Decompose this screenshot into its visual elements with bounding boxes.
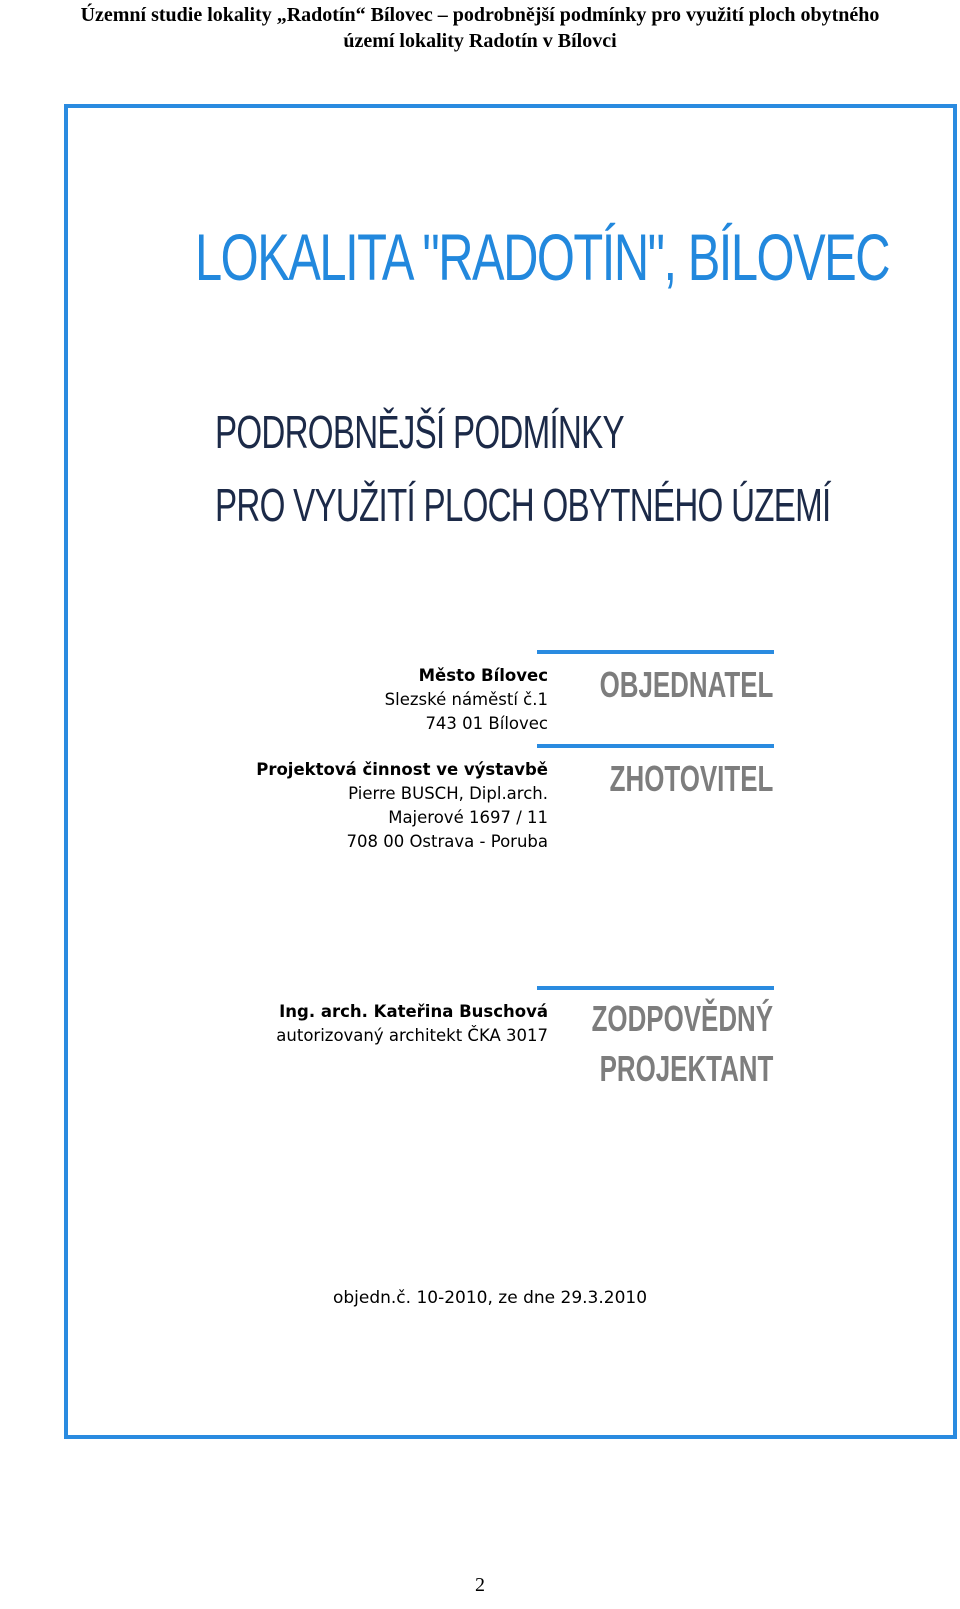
- designer-name: Ing. arch. Kateřina Buschová: [279, 1002, 548, 1021]
- client-role-label: OBJEDNATEL: [599, 664, 773, 705]
- header-line-2: území lokality Radotín v Bílovci: [343, 30, 617, 52]
- designer-qualification: autorizovaný architekt ČKA 3017: [276, 1026, 548, 1045]
- contractor-block: [256, 758, 548, 854]
- contractor-person: Pierre BUSCH, Dipl.arch.: [348, 784, 548, 803]
- cover-subtitle-line-2: PRO VYUŽITÍ PLOCH OBYTNÉHO ÚZEMÍ: [215, 479, 831, 531]
- client-city: 743 01 Bílovec: [425, 714, 548, 733]
- client-street: Slezské náměstí č.1: [384, 690, 548, 709]
- designer-block: [276, 1000, 548, 1048]
- contractor-rule: [537, 744, 774, 748]
- document-header: [0, 2, 960, 54]
- contractor-street: Majerové 1697 / 11: [388, 808, 548, 827]
- designer-role-label-line-1: ZODPOVĚDNÝ: [591, 998, 773, 1039]
- contractor-company: Projektová činnost ve výstavbě: [256, 760, 548, 779]
- client-name: Město Bílovec: [418, 666, 548, 685]
- cover-subtitle-line-1: PODROBNĚJŠÍ PODMÍNKY: [215, 406, 624, 458]
- header-line-1: Územní studie lokality „Radotín“ Bílovec – podrobnější podmínky pro využití ploch obytného: [80, 4, 880, 26]
- client-block: [385, 664, 548, 736]
- designer-rule: [537, 986, 774, 990]
- designer-role-label-line-2: PROJEKTANT: [599, 1048, 773, 1089]
- client-rule: [537, 650, 774, 654]
- contractor-city: 708 00 Ostrava - Poruba: [346, 832, 548, 851]
- contractor-role-label: ZHOTOVITEL: [609, 758, 773, 799]
- page-number: 2: [475, 1574, 485, 1596]
- cover-title: LOKALITA "RADOTÍN", BÍLOVEC: [195, 220, 890, 294]
- order-reference: objedn.č. 10-2010, ze dne 29.3.2010: [332, 1288, 648, 1308]
